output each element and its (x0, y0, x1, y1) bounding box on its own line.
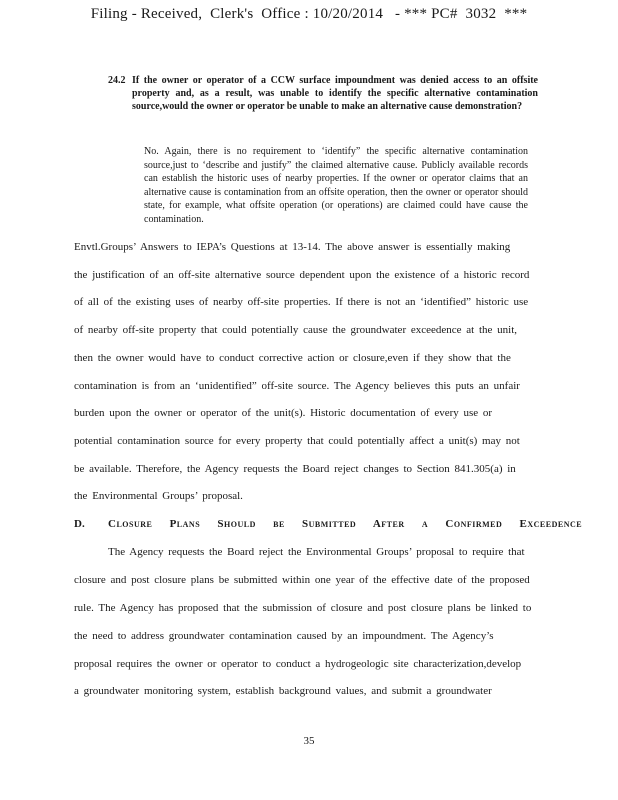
paragraph-line: potential contamination source for every property that could potentially affect a unit(s) may not (74, 435, 520, 447)
paragraph-line: then the owner would have to conduct corrective action or closure,even if they show that the (74, 352, 511, 364)
paragraph-line: of all of the existing uses of nearby off-site properties. If there is not an ‘identified” historic use (74, 296, 529, 308)
paragraph-line: Envtl.Groups’ Answers to IEPA’s Questions at 13-14. The above answer is essentially making (74, 241, 511, 253)
paragraph-line: contamination is from an ‘unidentified” off-site source. The Agency believes this puts an unfair (74, 380, 520, 392)
paragraph-line: closure and post closure plans be submitted within one year of the effective date of the proposed (74, 574, 530, 586)
page-number: 35 (303, 735, 315, 747)
section-heading (74, 518, 583, 530)
question-number: 24.2 (108, 75, 126, 86)
paragraph-line: The Agency requests the Board reject the Environmental Groups’ proposal to require that (108, 546, 525, 558)
paragraph-line: the Environmental Groups’ proposal. (74, 490, 243, 502)
paragraph-line: the justification of an off-site alternative source dependent upon the existence of a historic record (74, 269, 530, 281)
paragraph-line: the need to address groundwater contamination caused by an impoundment. The Agency’s (74, 630, 494, 642)
paragraph-line: proposal requires the owner or operator to conduct a hydrogeologic site characterization,develop (74, 658, 522, 670)
question-block (108, 74, 538, 113)
paragraph-line: burden upon the owner or operator of the unit(s). Historic documentation of every use or (74, 407, 493, 419)
paragraph-line: a groundwater monitoring system, establish background values, and submit a groundwater (74, 685, 492, 697)
filing-header: Filing - Received, Clerk's Office : 10/20/2014 - *** PC# 3032 *** (90, 6, 528, 22)
paragraph-line: of nearby off-site property that could potentially cause the groundwater exceedence at the unit, (74, 324, 518, 336)
question-text: If the owner or operator of a CCW surface impoundment was denied access to an offsite property and, as a result, was unable to identify the specific alternative contamination source,would the owner or operator be unable to make an alternative cause demonstration? (132, 75, 538, 112)
paragraph-line: rule. The Agency has proposed that the submission of closure and post closure plans be linked to (74, 602, 532, 614)
paragraph-line: be available. Therefore, the Agency requests the Board reject changes to Section 841.305(a) in (74, 463, 516, 475)
section-title: Closure Plans Should be Submitted After a Confirmed Exceedence (108, 518, 583, 530)
answer-quote: No. Again, there is no requirement to ‘identify” the specific alternative contamination source,just to ‘describe and justify” the claimed alternative cause. Publicly available records can establish the historic uses of nearby properties. If the owner or operator claims that an alternative cause is contamination from an offsite operation, then the owner or operator should state, for example, what offsite operation (or operations) are claimed could have cause the contamination. (144, 146, 528, 225)
section-letter: D. (74, 518, 85, 530)
